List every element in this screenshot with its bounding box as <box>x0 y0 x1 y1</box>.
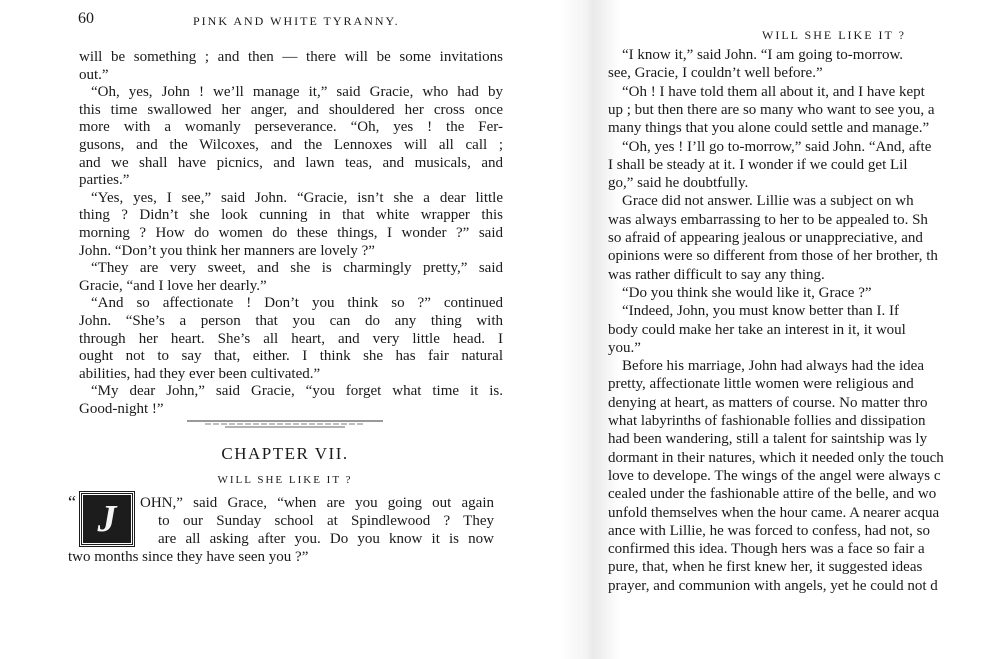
text-line: through her heart. She’s all heart, and very little head. I <box>79 330 503 347</box>
text-line: was rather difficult to say any thing. <box>608 266 825 283</box>
running-head-left: PINK AND WHITE TYRANNY. <box>193 14 400 28</box>
text-line: parties.” <box>79 172 130 189</box>
text-line: opinions were so different from those of her brother, th <box>608 248 938 265</box>
right-page <box>590 0 1000 659</box>
text-line: “They are very sweet, and she is charmingly pretty,” said <box>91 260 503 277</box>
text-line: “Oh ! I have told them all about it, and I have kept <box>622 83 925 100</box>
text-line: morning ? How do women do these things, I wonder ?” said <box>79 225 503 241</box>
text-line: “And so affectionate ! Don’t you think so ?” continued <box>91 295 503 312</box>
text-line: two months since they have seen you ?” <box>68 549 309 565</box>
text-line: cealed under the fashionable attire of the belle, and wo <box>608 486 937 503</box>
ornamental-rule <box>185 417 385 429</box>
text-line: what labyrinths of fashionable follies and dissipation <box>608 413 926 429</box>
text-line: was always embarrassing to her to be appealed to. Sh <box>608 211 928 228</box>
text-line: Gracie, “and I love her dearly.” <box>79 277 267 294</box>
text-line: thing ? Didn’t she look cunning in that white wrapper this <box>79 207 503 224</box>
text-line: love to develope. The wings of the angel were always c <box>608 467 941 484</box>
text-line: I shall be steady at it. I wonder if we could get Lil <box>608 156 908 173</box>
text-line: body could make her take an interest in it, it woul <box>608 321 906 338</box>
running-head-right: WILL SHE LIKE IT ? <box>762 28 906 42</box>
text-line: see, Gracie, I couldn’t well before.” <box>608 65 823 82</box>
text-line: and we shall have picnics, and lawn teas, and musicals, and <box>79 154 503 171</box>
text-line: many things that you alone could settle and manage.” <box>608 120 930 137</box>
chapter-title: CHAPTER VII. <box>221 444 349 463</box>
text-line: Good-night !” <box>79 401 164 417</box>
text-line: this time swallowed her anger, and shouldered her cross once <box>79 101 503 118</box>
text-line: “Indeed, John, you must know better than I. If <box>622 303 900 320</box>
text-line: unfold themselves when the hour came. A nearer acqua <box>608 504 940 521</box>
text-line: confirmed this idea. Though hers was a face so fair a <box>608 541 925 558</box>
text-line: abilities, had they ever been cultivated.” <box>79 365 321 382</box>
text-line: ance with Lillie, he was forced to confess, had not, so <box>608 522 930 539</box>
text-line: out.” <box>79 66 109 83</box>
text-line: pure, that, when he first knew her, it suggested ideas <box>608 559 923 576</box>
text-line: “My dear John,” said Gracie, “you forget what time it is. <box>91 383 503 400</box>
opening-quote-mark: “ <box>68 492 76 512</box>
text-line: ought not to say that, either. I think she has fair natural <box>79 348 503 365</box>
text-line: so afraid of appearing jealous or unappreciative, and <box>608 230 923 246</box>
text-line: John. “Don’t you think her manners are lovely ?” <box>79 242 375 259</box>
text-line: OHN,” said Grace, “when are you going out again <box>140 495 494 511</box>
text-line: “Oh, yes, John ! we’ll manage it,” said Gracie, who had by <box>91 84 503 101</box>
text-line: up ; but then there are so many who want to see you, a <box>608 101 935 118</box>
text-line: more with a womanly perseverance. “Oh, yes ! the Fer- <box>79 119 503 136</box>
text-line: to our Sunday school at Spindlewood ? They <box>158 513 494 529</box>
text-line: denying at heart, as matters of course. No matter thro <box>608 394 928 411</box>
chapter-subtitle: WILL SHE LIKE IT ? <box>217 474 353 486</box>
text-line: John. “She’s a person that you can do any thing with <box>79 313 503 329</box>
text-line: pretty, affectionate little women were religious and <box>608 376 914 393</box>
text-line: Grace did not answer. Lillie was a subject on wh <box>622 193 914 210</box>
text-line: “Yes, yes, I see,” said John. “Gracie, isn’t she a dear little <box>91 189 503 206</box>
text-line: “Do you think she would like it, Grace ?” <box>622 284 872 301</box>
text-line: prayer, and communion with angels, yet he could not d <box>608 577 938 594</box>
text-line: go,” said he doubtfully. <box>608 175 749 192</box>
drop-cap: J <box>80 492 134 546</box>
text-line: dormant in their natures, which it needed only the touch <box>608 449 944 466</box>
text-line: Before his marriage, John had always had the idea <box>622 358 924 375</box>
text-line: are all asking after you. Do you know it is now <box>158 531 494 547</box>
text-line: “Oh, yes ! I’ll go to-morrow,” said John. “And, afte <box>622 138 932 155</box>
text-line: “I know it,” said John. “I am going to-morrow. <box>622 47 904 63</box>
page-number: 60 <box>78 10 94 27</box>
text-line: gusons, and the Wilcoxes, and the Lennoxes will all call ; <box>79 137 503 153</box>
text-line: will be something ; and then — there will be some invitations <box>79 49 503 65</box>
text-line: you.” <box>608 339 641 356</box>
text-line: had been wandering, still a talent for saintship was ly <box>608 431 928 448</box>
